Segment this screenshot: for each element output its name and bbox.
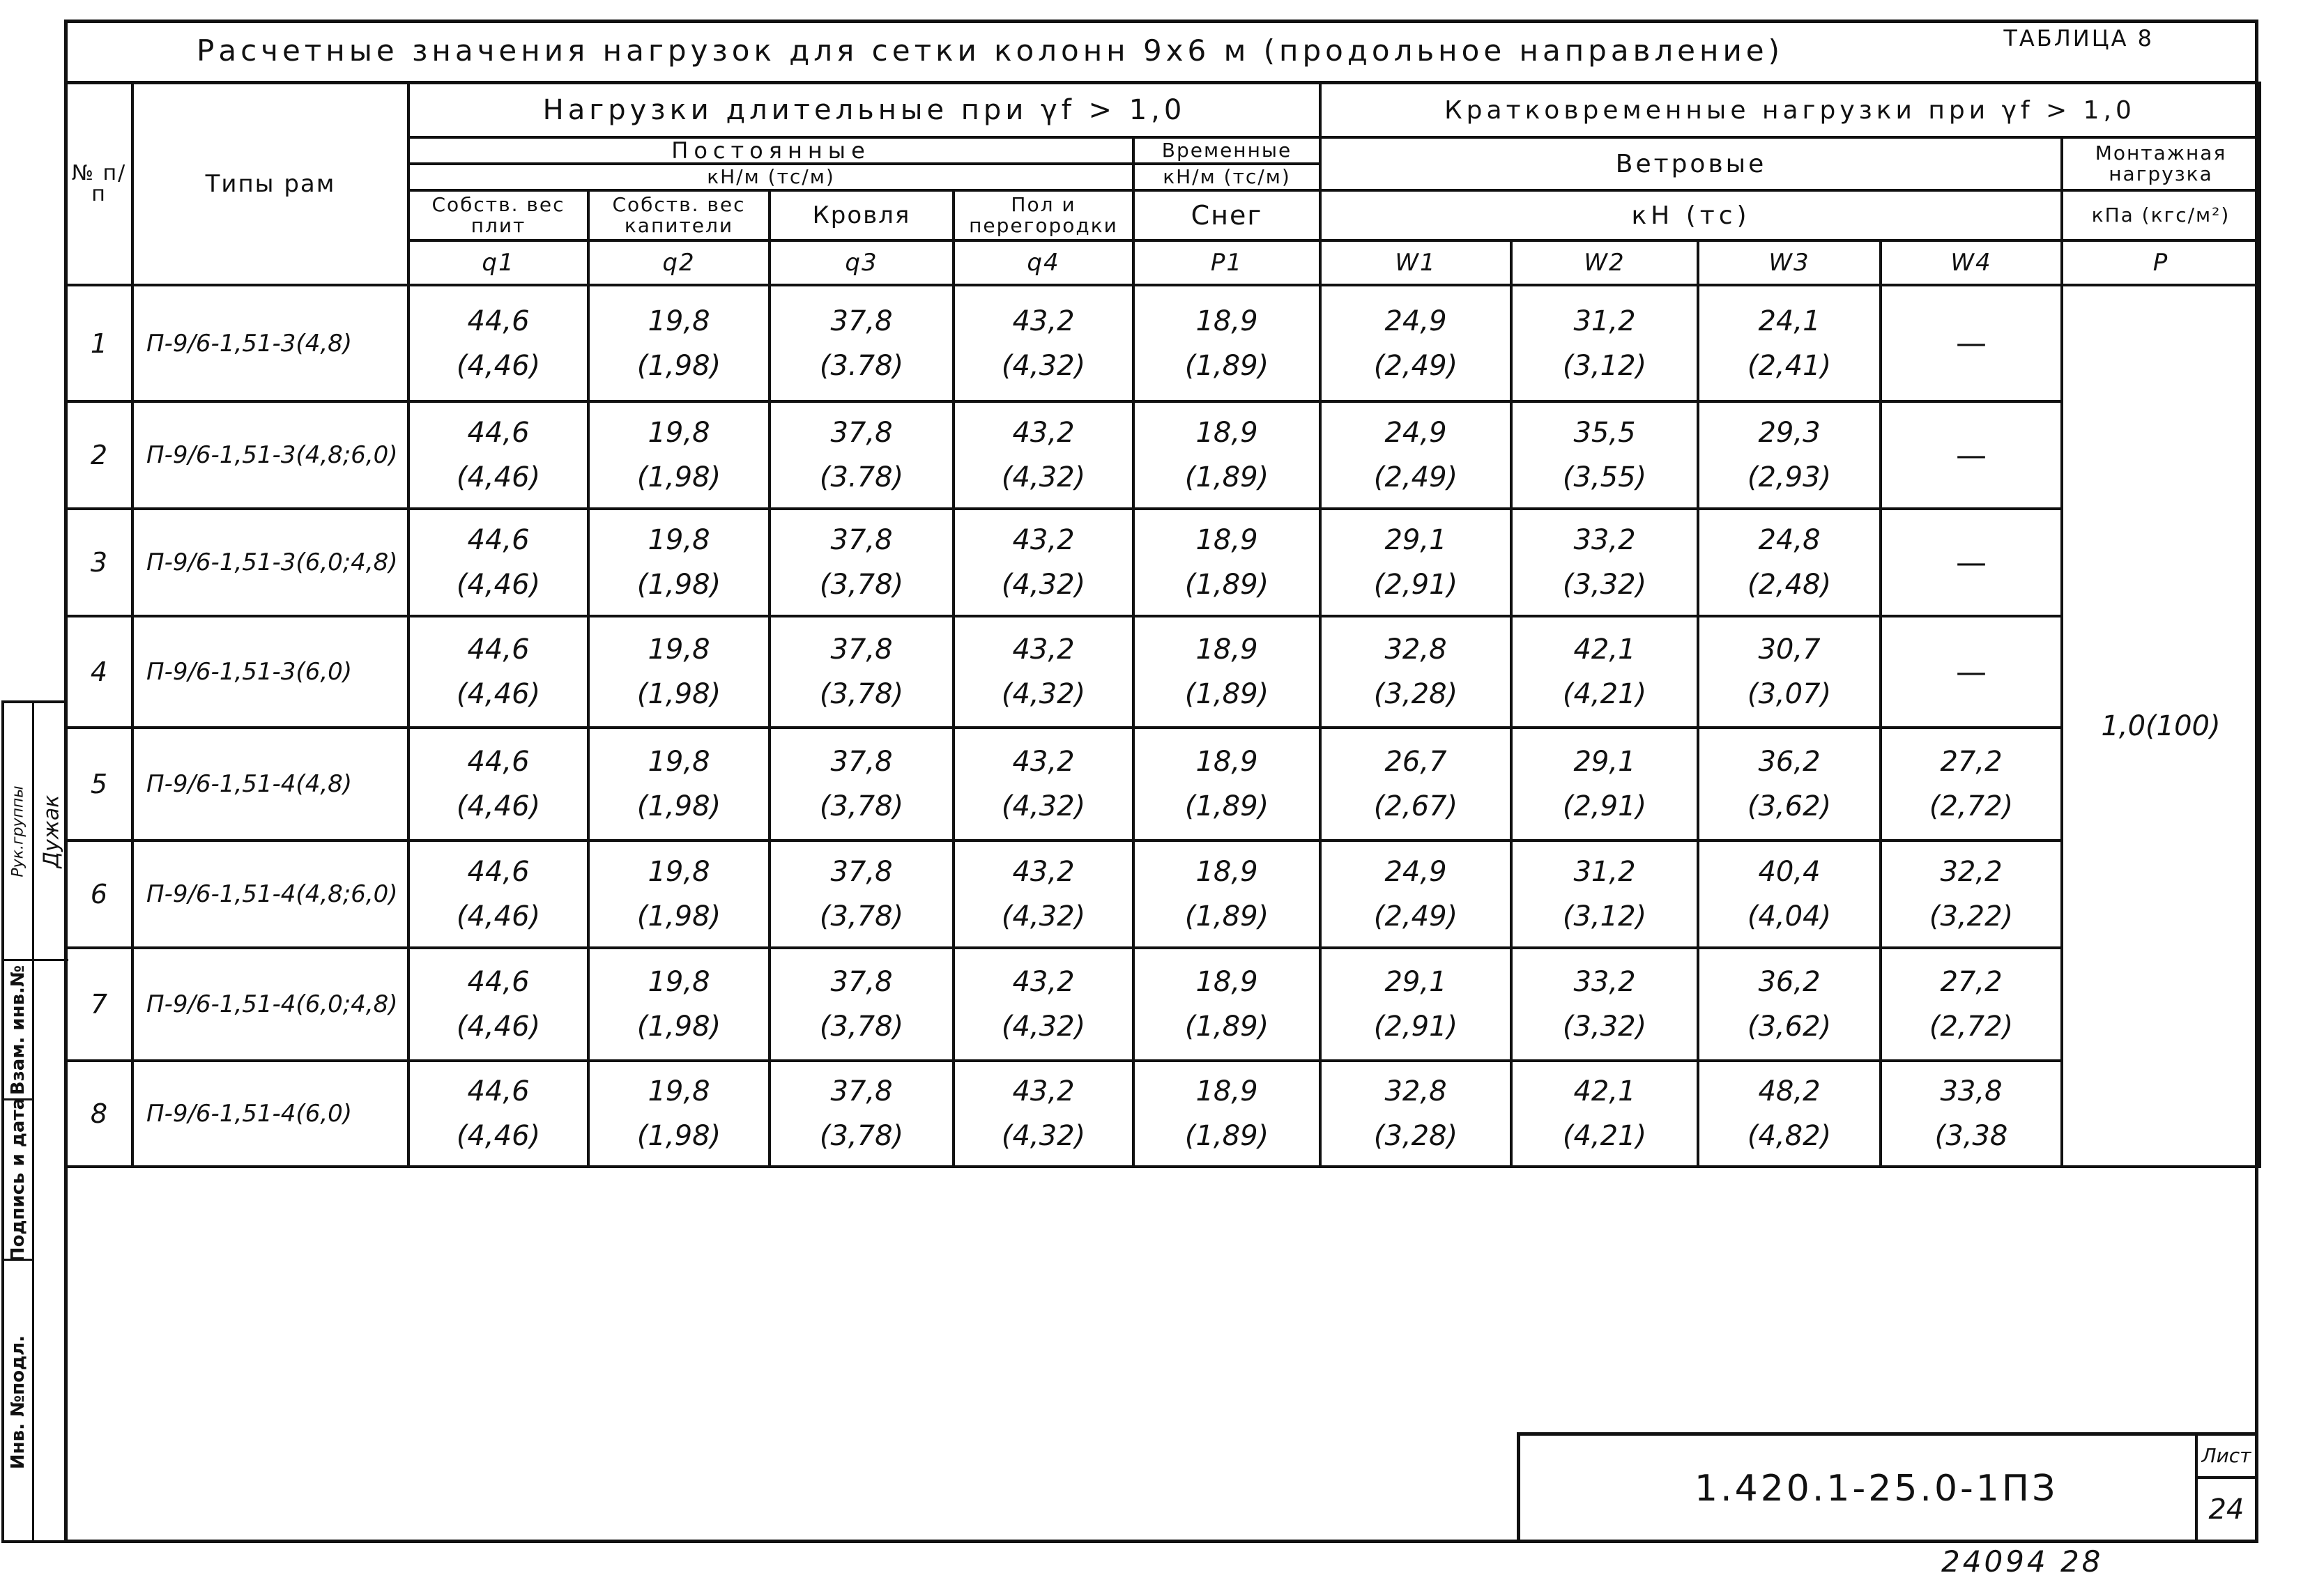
header-long-term: Нагрузки длительные при γf > 1,0 bbox=[408, 83, 1320, 137]
value-cell-q2 bbox=[588, 948, 770, 1061]
strip-signature-column bbox=[32, 703, 68, 961]
row-number: 3 bbox=[66, 509, 132, 616]
header-wind: Ветровые bbox=[1320, 137, 2062, 190]
mounting-load-value: 1,0(100) bbox=[2062, 285, 2260, 1167]
value-kn: 44,6 bbox=[467, 417, 530, 449]
document-code: 1.420.1-25.0-1ПЗ bbox=[1695, 1468, 2058, 1510]
value-cell-w3 bbox=[1698, 841, 1881, 948]
value-tc: (2,72) bbox=[1929, 1011, 2014, 1043]
value-tc: (3,62) bbox=[1747, 1011, 1832, 1043]
value-tc: (1,98) bbox=[636, 1120, 721, 1152]
value-kn: 29,3 bbox=[1758, 417, 1821, 449]
row-number: 4 bbox=[66, 616, 132, 728]
value-kn: 48,2 bbox=[1758, 1075, 1821, 1107]
value-kn: 43,2 bbox=[1012, 966, 1075, 998]
value-kn: — bbox=[1956, 654, 1987, 690]
header-types: Типы рам bbox=[132, 83, 408, 285]
value-kn: 18,9 bbox=[1195, 856, 1258, 888]
row-number: 1 bbox=[66, 285, 132, 401]
value-kn: 37,8 bbox=[830, 856, 893, 888]
value-tc: (4,46) bbox=[456, 790, 541, 822]
value-kn: 29,1 bbox=[1573, 746, 1636, 778]
value-cell-p1 bbox=[1133, 841, 1320, 948]
value-cell-w2 bbox=[1511, 616, 1698, 728]
table-body bbox=[66, 285, 2260, 1167]
value-cell-w3 bbox=[1698, 1061, 1881, 1167]
row-number: 5 bbox=[66, 728, 132, 841]
value-kn: 19,8 bbox=[648, 746, 710, 778]
value-cell-w2 bbox=[1511, 728, 1698, 841]
value-kn: 19,8 bbox=[648, 856, 710, 888]
left-stamp-strip bbox=[1, 700, 66, 1543]
header-short-term: Кратковременные нагрузки при γf > 1,0 bbox=[1320, 83, 2260, 137]
value-kn: 44,6 bbox=[467, 1075, 530, 1107]
value-tc: (1,89) bbox=[1184, 790, 1269, 822]
value-tc: (4,32) bbox=[1001, 569, 1086, 601]
value-tc: (4,32) bbox=[1001, 1120, 1086, 1152]
header-col-snow: Снег bbox=[1133, 190, 1320, 240]
value-cell-w1 bbox=[1320, 285, 1511, 401]
strip-replace-inv-label: Взам. инв.№ bbox=[8, 965, 29, 1095]
strip-sign-date-label: Подпись и дата bbox=[8, 1097, 29, 1262]
value-kn: 27,2 bbox=[1940, 746, 2003, 778]
value-tc: (1,98) bbox=[636, 569, 721, 601]
value-kn: 43,2 bbox=[1012, 856, 1075, 888]
frame-type: П-9/6-1,51-3(4,8) bbox=[132, 285, 408, 401]
value-tc: (2,91) bbox=[1373, 1011, 1458, 1043]
value-tc: (2,49) bbox=[1373, 900, 1458, 933]
strip-blank-column bbox=[32, 961, 68, 1543]
value-tc: (2,49) bbox=[1373, 349, 1458, 382]
value-cell-q4 bbox=[954, 841, 1133, 948]
value-kn: 24,9 bbox=[1384, 856, 1447, 888]
frame-type: П-9/6-1,51-3(6,0;4,8) bbox=[132, 509, 408, 616]
value-cell-w3 bbox=[1698, 616, 1881, 728]
frame-type: П-9/6-1,51-4(6,0) bbox=[132, 1061, 408, 1167]
header-mounting: Монтажная нагрузка bbox=[2062, 137, 2260, 190]
value-cell-q4 bbox=[954, 401, 1133, 509]
value-cell-w4 bbox=[1881, 1061, 2062, 1167]
value-kn: 37,8 bbox=[830, 746, 893, 778]
value-tc: (3,12) bbox=[1562, 349, 1647, 382]
value-kn: — bbox=[1956, 544, 1987, 581]
value-cell-w2 bbox=[1511, 1061, 1698, 1167]
value-tc: (3,78) bbox=[819, 569, 904, 601]
value-kn: 27,2 bbox=[1940, 966, 2003, 998]
value-cell-w2 bbox=[1511, 285, 1698, 401]
value-tc: (3.78) bbox=[819, 461, 904, 493]
value-cell-q3 bbox=[770, 1061, 954, 1167]
value-tc: (3,12) bbox=[1562, 900, 1647, 933]
value-cell-w1 bbox=[1320, 841, 1511, 948]
value-tc: (1,98) bbox=[636, 1011, 721, 1043]
header-unit-kn: кН (тс) bbox=[1320, 190, 2062, 240]
value-kn: 37,8 bbox=[830, 634, 893, 666]
value-cell-p1 bbox=[1133, 728, 1320, 841]
value-cell-w1 bbox=[1320, 728, 1511, 841]
value-cell-p1 bbox=[1133, 948, 1320, 1061]
value-tc: (1,98) bbox=[636, 678, 721, 710]
value-tc: (4,46) bbox=[456, 900, 541, 933]
sym-w1: W1 bbox=[1320, 240, 1511, 285]
sym-q1: q1 bbox=[408, 240, 588, 285]
value-cell-w1 bbox=[1320, 616, 1511, 728]
value-cell-w2 bbox=[1511, 841, 1698, 948]
value-cell-w3 bbox=[1698, 509, 1881, 616]
value-cell-q3 bbox=[770, 509, 954, 616]
value-cell-q1 bbox=[408, 948, 588, 1061]
strip-cell-names bbox=[4, 703, 32, 961]
value-tc: (3,22) bbox=[1929, 900, 2014, 933]
value-cell-q4 bbox=[954, 1061, 1133, 1167]
frame-type: П-9/6-1,51-4(4,8) bbox=[132, 728, 408, 841]
value-tc: (3,78) bbox=[819, 678, 904, 710]
table-number: ТАБЛИЦА 8 bbox=[2003, 25, 2154, 52]
frame-type: П-9/6-1,51-4(6,0;4,8) bbox=[132, 948, 408, 1061]
value-cell-q4 bbox=[954, 948, 1133, 1061]
row-number: 7 bbox=[66, 948, 132, 1061]
sym-w2: W2 bbox=[1511, 240, 1698, 285]
value-tc: (3,38 bbox=[1934, 1120, 2008, 1152]
table-title: Расчетные значения нагрузок для сетки колонн 9х6 м (продольное направление) bbox=[197, 33, 1784, 68]
row-number: 6 bbox=[66, 841, 132, 948]
frame-type: П-9/6-1,51-4(4,8;6,0) bbox=[132, 841, 408, 948]
loads-table bbox=[64, 82, 2261, 1168]
value-cell-w1 bbox=[1320, 1061, 1511, 1167]
value-cell-q1 bbox=[408, 285, 588, 401]
value-kn: 33,2 bbox=[1573, 966, 1636, 998]
sheet-number: 24 bbox=[2208, 1494, 2244, 1526]
sym-w4: W4 bbox=[1881, 240, 2062, 285]
value-cell-w4 bbox=[1881, 948, 2062, 1061]
strip-cell-replace-inv bbox=[4, 961, 32, 1100]
value-cell-q3 bbox=[770, 728, 954, 841]
value-tc: (3.78) bbox=[819, 349, 904, 382]
value-tc: (3,32) bbox=[1562, 569, 1647, 601]
value-kn: 37,8 bbox=[830, 524, 893, 556]
strip-cell-inv-orig bbox=[4, 1261, 32, 1543]
value-cell-w4 bbox=[1881, 509, 2062, 616]
value-tc: (4,21) bbox=[1562, 678, 1647, 710]
value-kn: 19,8 bbox=[648, 305, 710, 337]
value-kn: — bbox=[1956, 325, 1987, 361]
value-cell-q2 bbox=[588, 841, 770, 948]
value-tc: (4,46) bbox=[456, 678, 541, 710]
value-tc: (4,82) bbox=[1747, 1120, 1832, 1152]
header-num: № п/п bbox=[66, 83, 132, 285]
value-tc: (4,46) bbox=[456, 1120, 541, 1152]
value-cell-w4 bbox=[1881, 728, 2062, 841]
value-cell-w3 bbox=[1698, 285, 1881, 401]
value-cell-p1 bbox=[1133, 285, 1320, 401]
value-tc: (2,41) bbox=[1747, 349, 1832, 382]
value-tc: (4,32) bbox=[1001, 790, 1086, 822]
value-tc: (1,98) bbox=[636, 900, 721, 933]
value-kn: 44,6 bbox=[467, 634, 530, 666]
value-cell-q3 bbox=[770, 948, 954, 1061]
sym-q2: q2 bbox=[588, 240, 770, 285]
value-kn: 43,2 bbox=[1012, 417, 1075, 449]
value-tc: (1,89) bbox=[1184, 1120, 1269, 1152]
value-tc: (4,46) bbox=[456, 349, 541, 382]
value-tc: (2,67) bbox=[1373, 790, 1458, 822]
value-kn: 19,8 bbox=[648, 417, 710, 449]
value-kn: 24,9 bbox=[1384, 305, 1447, 337]
value-kn: 18,9 bbox=[1195, 966, 1258, 998]
value-cell-w4 bbox=[1881, 401, 2062, 509]
value-cell-w1 bbox=[1320, 509, 1511, 616]
value-cell-q3 bbox=[770, 285, 954, 401]
table-row bbox=[66, 948, 2260, 1061]
value-cell-w1 bbox=[1320, 948, 1511, 1061]
value-kn: 33,2 bbox=[1573, 524, 1636, 556]
value-cell-q1 bbox=[408, 728, 588, 841]
value-kn: 19,8 bbox=[648, 966, 710, 998]
value-tc: (2,72) bbox=[1929, 790, 2014, 822]
value-tc: (3,28) bbox=[1373, 678, 1458, 710]
value-kn: 19,8 bbox=[648, 1075, 710, 1107]
sym-p1: P1 bbox=[1133, 240, 1320, 285]
value-tc: (1,98) bbox=[636, 349, 721, 382]
value-cell-w3 bbox=[1698, 401, 1881, 509]
value-kn: 19,8 bbox=[648, 634, 710, 666]
header-col-floor: Пол и перегородки bbox=[954, 190, 1133, 240]
value-cell-p1 bbox=[1133, 401, 1320, 509]
value-cell-q2 bbox=[588, 401, 770, 509]
value-tc: (4,46) bbox=[456, 1011, 541, 1043]
value-cell-q1 bbox=[408, 616, 588, 728]
value-cell-q3 bbox=[770, 841, 954, 948]
frame-type: П-9/6-1,51-3(4,8;6,0) bbox=[132, 401, 408, 509]
value-kn: 43,2 bbox=[1012, 1075, 1075, 1107]
value-kn: 44,6 bbox=[467, 856, 530, 888]
value-tc: (4,46) bbox=[456, 461, 541, 493]
value-tc: (3,32) bbox=[1562, 1011, 1647, 1043]
value-tc: (4,32) bbox=[1001, 461, 1086, 493]
value-kn: 40,4 bbox=[1758, 856, 1821, 888]
table-row bbox=[66, 285, 2260, 401]
value-kn: 18,9 bbox=[1195, 1075, 1258, 1107]
value-kn: 24,8 bbox=[1758, 524, 1821, 556]
header-col-plates: Собств. вес плит bbox=[408, 190, 588, 240]
value-tc: (3,62) bbox=[1747, 790, 1832, 822]
value-kn: 29,1 bbox=[1384, 524, 1447, 556]
value-tc: (3,28) bbox=[1373, 1120, 1458, 1152]
value-kn: 29,1 bbox=[1384, 966, 1447, 998]
sym-q3: q3 bbox=[770, 240, 954, 285]
value-cell-q3 bbox=[770, 616, 954, 728]
title-row bbox=[64, 20, 2258, 84]
sym-w3: W3 bbox=[1698, 240, 1881, 285]
strip-name: Дужак bbox=[39, 795, 63, 868]
value-tc: (4,32) bbox=[1001, 1011, 1086, 1043]
value-kn: 32,8 bbox=[1384, 1075, 1447, 1107]
value-kn: 24,9 bbox=[1384, 417, 1447, 449]
value-cell-w2 bbox=[1511, 401, 1698, 509]
value-tc: (3,07) bbox=[1747, 678, 1832, 710]
value-kn: 18,9 bbox=[1195, 417, 1258, 449]
value-cell-w4 bbox=[1881, 841, 2062, 948]
value-cell-q2 bbox=[588, 616, 770, 728]
header-permanent: Постоянные bbox=[408, 137, 1133, 164]
header-col-capitals: Собств. вес капители bbox=[588, 190, 770, 240]
value-kn: 44,6 bbox=[467, 746, 530, 778]
value-kn: 37,8 bbox=[830, 966, 893, 998]
value-tc: (3,78) bbox=[819, 1120, 904, 1152]
table-row bbox=[66, 1061, 2260, 1167]
value-tc: (1,89) bbox=[1184, 678, 1269, 710]
value-kn: 30,7 bbox=[1758, 634, 1821, 666]
value-kn: 43,2 bbox=[1012, 305, 1075, 337]
value-cell-q2 bbox=[588, 1061, 770, 1167]
value-kn: 19,8 bbox=[648, 524, 710, 556]
value-cell-w4 bbox=[1881, 616, 2062, 728]
value-cell-w2 bbox=[1511, 948, 1698, 1061]
value-kn: 43,2 bbox=[1012, 634, 1075, 666]
value-kn: 31,2 bbox=[1573, 305, 1636, 337]
value-tc: (3,78) bbox=[819, 1011, 904, 1043]
value-kn: 33,8 bbox=[1940, 1075, 2003, 1107]
value-cell-q4 bbox=[954, 616, 1133, 728]
value-tc: (4,21) bbox=[1562, 1120, 1647, 1152]
table-row bbox=[66, 509, 2260, 616]
value-tc: (4,32) bbox=[1001, 349, 1086, 382]
header-unit-knm: кН/м (тс/м) bbox=[408, 164, 1133, 190]
value-kn: 44,6 bbox=[467, 524, 530, 556]
value-cell-p1 bbox=[1133, 509, 1320, 616]
value-cell-q2 bbox=[588, 509, 770, 616]
value-kn: — bbox=[1956, 437, 1987, 473]
value-tc: (3,55) bbox=[1562, 461, 1647, 493]
sym-p: P bbox=[2062, 240, 2260, 285]
table-row bbox=[66, 841, 2260, 948]
value-tc: (2,93) bbox=[1747, 461, 1832, 493]
value-tc: (2,49) bbox=[1373, 461, 1458, 493]
value-tc: (1,89) bbox=[1184, 900, 1269, 933]
value-tc: (1,89) bbox=[1184, 569, 1269, 601]
value-cell-q1 bbox=[408, 509, 588, 616]
strip-role: Рук.группы bbox=[9, 785, 27, 877]
value-tc: (4,32) bbox=[1001, 678, 1086, 710]
value-kn: 36,2 bbox=[1758, 966, 1821, 998]
value-tc: (3,78) bbox=[819, 790, 904, 822]
value-cell-p1 bbox=[1133, 616, 1320, 728]
value-kn: 18,9 bbox=[1195, 524, 1258, 556]
strip-cell-sign-date bbox=[4, 1097, 32, 1262]
value-cell-q4 bbox=[954, 509, 1133, 616]
value-tc: (2,91) bbox=[1373, 569, 1458, 601]
value-tc: (4,46) bbox=[456, 569, 541, 601]
archive-number: 24094 28 bbox=[1941, 1544, 2104, 1579]
value-kn: 32,2 bbox=[1940, 856, 2003, 888]
value-tc: (4,32) bbox=[1001, 900, 1086, 933]
value-tc: (2,48) bbox=[1747, 569, 1832, 601]
value-cell-q1 bbox=[408, 841, 588, 948]
value-cell-w2 bbox=[1511, 509, 1698, 616]
value-kn: 31,2 bbox=[1573, 856, 1636, 888]
value-kn: 43,2 bbox=[1012, 524, 1075, 556]
value-kn: 26,7 bbox=[1384, 746, 1447, 778]
value-tc: (1,98) bbox=[636, 790, 721, 822]
value-cell-q4 bbox=[954, 285, 1133, 401]
value-kn: 37,8 bbox=[830, 305, 893, 337]
value-kn: 35,5 bbox=[1573, 417, 1636, 449]
value-cell-q1 bbox=[408, 1061, 588, 1167]
sheet-label: Лист bbox=[2198, 1436, 2255, 1479]
sym-q4: q4 bbox=[954, 240, 1133, 285]
value-cell-q1 bbox=[408, 401, 588, 509]
value-cell-q4 bbox=[954, 728, 1133, 841]
value-tc: (1,89) bbox=[1184, 1011, 1269, 1043]
sheet-box bbox=[2195, 1436, 2255, 1540]
value-kn: 32,8 bbox=[1384, 634, 1447, 666]
table-row bbox=[66, 616, 2260, 728]
table-row bbox=[66, 728, 2260, 841]
value-kn: 43,2 bbox=[1012, 746, 1075, 778]
row-number: 8 bbox=[66, 1061, 132, 1167]
value-cell-w3 bbox=[1698, 728, 1881, 841]
value-kn: 42,1 bbox=[1573, 1075, 1636, 1107]
header-unit-knm-temp: кН/м (тс/м) bbox=[1133, 164, 1320, 190]
value-tc: (1,98) bbox=[636, 461, 721, 493]
value-tc: (2,91) bbox=[1562, 790, 1647, 822]
value-tc: (3,78) bbox=[819, 900, 904, 933]
value-cell-q3 bbox=[770, 401, 954, 509]
value-kn: 42,1 bbox=[1573, 634, 1636, 666]
frame-type: П-9/6-1,51-3(6,0) bbox=[132, 616, 408, 728]
header-unit-kpa: кПа (кгс/м²) bbox=[2062, 190, 2260, 240]
value-kn: 24,1 bbox=[1758, 305, 1821, 337]
value-kn: 37,8 bbox=[830, 1075, 893, 1107]
value-kn: 18,9 bbox=[1195, 746, 1258, 778]
value-kn: 36,2 bbox=[1758, 746, 1821, 778]
value-tc: (1,89) bbox=[1184, 349, 1269, 382]
value-cell-q2 bbox=[588, 728, 770, 841]
value-tc: (4,04) bbox=[1747, 900, 1832, 933]
row-number: 2 bbox=[66, 401, 132, 509]
value-kn: 37,8 bbox=[830, 417, 893, 449]
strip-inv-orig-label: Инв. №подл. bbox=[8, 1335, 29, 1469]
value-kn: 18,9 bbox=[1195, 305, 1258, 337]
value-kn: 44,6 bbox=[467, 966, 530, 998]
value-cell-q2 bbox=[588, 285, 770, 401]
value-cell-w1 bbox=[1320, 401, 1511, 509]
value-cell-p1 bbox=[1133, 1061, 1320, 1167]
value-kn: 44,6 bbox=[467, 305, 530, 337]
title-block bbox=[1517, 1432, 2258, 1543]
value-kn: 18,9 bbox=[1195, 634, 1258, 666]
value-cell-w4 bbox=[1881, 285, 2062, 401]
value-cell-w3 bbox=[1698, 948, 1881, 1061]
table-row bbox=[66, 401, 2260, 509]
header-col-roof: Кровля bbox=[770, 190, 954, 240]
value-tc: (1,89) bbox=[1184, 461, 1269, 493]
header-temporary: Временные bbox=[1133, 137, 1320, 164]
